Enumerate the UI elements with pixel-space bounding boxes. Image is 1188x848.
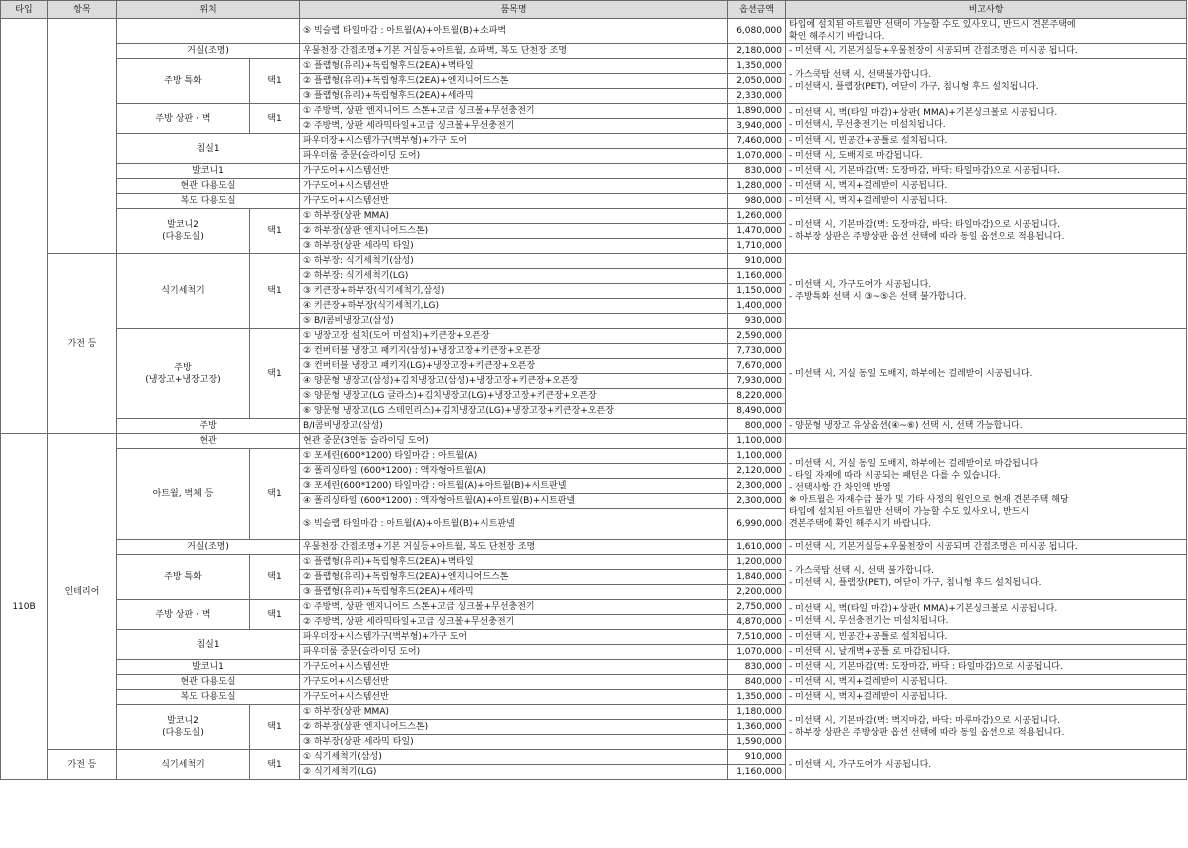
item-name-cell: 가구도어+시스템선반: [300, 164, 728, 179]
location-cell: 주방 상판 · 벽: [117, 104, 250, 134]
price-cell: 1,180,000: [728, 705, 786, 720]
table-row: [1, 329, 1187, 344]
item-name-cell: ② 하부장: 식기세척기(LG): [300, 269, 728, 284]
remark-cell: [786, 434, 1187, 449]
table-row: [1, 660, 1187, 675]
remark-cell: - 미선택 시, 빈공간+공틀로 설치됩니다.: [786, 134, 1187, 149]
remark-cell: [786, 59, 1187, 104]
item-name-cell: ① 하부장(상판 MMA): [300, 209, 728, 224]
table-row: [1, 555, 1187, 570]
location-cell: 발코니2 (다용도실): [117, 705, 250, 750]
selection-cell: 택1: [250, 329, 300, 419]
item-name-cell: 가구도어+시스템선반: [300, 690, 728, 705]
item-name-cell: 파우더장+시스템가구(벽부형)+가구 도어: [300, 134, 728, 149]
location-cell: 주방 특화: [117, 59, 250, 104]
price-cell: 2,180,000: [728, 44, 786, 59]
item-name-cell: ⑥ 양문형 냉장고(LG 스테인리스)+김치냉장고(LG)+냉장고장+키큰장+오픈장: [300, 404, 728, 419]
item-name-cell: ① 식기세척기(삼성): [300, 750, 728, 765]
table-row: [1, 134, 1187, 149]
remark-cell: [786, 329, 1187, 419]
remark-cell: - 미선택 시, 빈공간+공틀로 설치됩니다.: [786, 630, 1187, 645]
price-cell: 2,330,000: [728, 89, 786, 104]
remark-line: - 미선택 시, 벽지+걸레받이 시공됩니다.: [789, 196, 948, 206]
item-name-cell: ② 하부장(상판 엔지니어드스톤): [300, 224, 728, 239]
price-cell: 7,730,000: [728, 344, 786, 359]
item-name-cell: 우물천장 간접조명+기본 거실등+아트월, 복도 단천장 조명: [300, 540, 728, 555]
item-name-cell: ③ 하부장(상판 세라믹 타일): [300, 735, 728, 750]
remark-line: - 미선택 시, 가구도어가 시공됩니다.: [789, 759, 932, 770]
category-cell: 인테리어: [48, 434, 117, 750]
table-row: [1, 750, 1187, 765]
remark-cell: [786, 555, 1187, 600]
table-row: [1, 104, 1187, 119]
location-cell: 식기세척기: [117, 750, 250, 780]
remark-line: - 미선택 시, 무선충전기는 미설치됩니다.: [789, 615, 949, 626]
selection-cell: 택1: [250, 209, 300, 254]
price-cell: 1,280,000: [728, 179, 786, 194]
item-name-cell: 파우더룸 중문(슬라이딩 도어): [300, 149, 728, 164]
location-cell: 주방 특화: [117, 555, 250, 600]
remark-line: - 미선택 시, 벽(타일 마감)+상판( MMA)+기본싱크볼로 시공됩니다.: [789, 603, 1058, 614]
header-location: 위치: [117, 1, 300, 19]
table-row: [1, 675, 1187, 690]
table-row: [1, 690, 1187, 705]
remark-cell: [786, 600, 1187, 630]
item-name-cell: 가구도어+시스템선반: [300, 660, 728, 675]
item-name-cell: ⑤ 빅슬랩 타일마감 : 아트월(A)+아트월(B)+소파벽: [300, 19, 728, 44]
price-cell: 3,940,000: [728, 119, 786, 134]
price-cell: 4,870,000: [728, 615, 786, 630]
price-cell: 1,590,000: [728, 735, 786, 750]
item-name-cell: 파우더장+시스템가구(벽부형)+가구 도어: [300, 630, 728, 645]
item-name-cell: 가구도어+시스템선반: [300, 179, 728, 194]
table-row: [1, 419, 1187, 434]
item-name-cell: ① 하부장: 식기세척기(삼성): [300, 254, 728, 269]
remark-line: - 미선택 시, 기본마감(벽: 도장마감, 바닥 : 타일마감)으로 시공됩니다.: [789, 662, 1063, 672]
price-cell: 2,120,000: [728, 464, 786, 479]
price-cell: 7,670,000: [728, 359, 786, 374]
item-name-cell: ⑤ B/I콤비냉장고(삼성): [300, 314, 728, 329]
location-cell: 아트월, 벽체 등: [117, 449, 250, 540]
remark-cell: - 미선택 시, 날개벽+공틀 로 마감됩니다.: [786, 645, 1187, 660]
table-row: [1, 179, 1187, 194]
item-name-cell: B/I콤비냉장고(삼성): [300, 419, 728, 434]
location-cell: 침실1: [117, 630, 300, 660]
remark-cell: [786, 690, 1187, 705]
item-name-cell: 현관 중문(3연동 슬라이딩 도어): [300, 434, 728, 449]
item-name-cell: ⑤ 빅슬랩 타일마감 : 아트월(A)+아트월(B)+시트판넬: [300, 509, 728, 540]
price-cell: 6,990,000: [728, 509, 786, 540]
remark-cell: [786, 194, 1187, 209]
item-name-cell: ① 냉장고장 설치(도어 미설치)+키큰장+오픈장: [300, 329, 728, 344]
price-cell: 1,260,000: [728, 209, 786, 224]
selection-cell: 택1: [250, 449, 300, 540]
remark-cell: [786, 104, 1187, 134]
remark-line: - 미선택 시, 거실 동일 도배지, 하부에는 걸레받이 시공됩니다.: [789, 368, 1033, 379]
location-cell: 복도 다용도실: [117, 690, 300, 705]
remark-line: - 미선택시, 플랩장(PET), 여닫이 가구, 침니형 후드 설치됩니다.: [789, 82, 1039, 92]
remark-line: 견본주택에 확인 해주시기 바랍니다.: [789, 519, 931, 529]
selection-cell: 택1: [250, 254, 300, 329]
item-name-cell: ① 포세린(600*1200) 타일마감 : 아트월(A): [300, 449, 728, 464]
remark-line: 타입에 설치된 아트월만 선택이 가능할 수도 있사오니, 반드시: [789, 507, 1030, 517]
table-row: [1, 449, 1187, 464]
table-row: [1, 209, 1187, 224]
table-row: [1, 705, 1187, 720]
price-cell: 2,590,000: [728, 329, 786, 344]
remark-cell: [786, 660, 1187, 675]
location-cell: 주방: [117, 419, 300, 434]
price-cell: 1,350,000: [728, 690, 786, 705]
remark-line: - 미선택 시, 가구도어가 시공됩니다.: [789, 280, 932, 290]
remark-line: - 선택사항 간 차인액 반영: [789, 483, 891, 493]
location-cell: 침실1: [117, 134, 300, 164]
remark-line: - 가스쿡탑 선택 시, 선택 불가합니다.: [789, 566, 935, 576]
price-cell: 910,000: [728, 750, 786, 765]
header-row: [1, 1, 1187, 19]
price-cell: 8,490,000: [728, 404, 786, 419]
remark-cell: [786, 44, 1187, 59]
location-cell: 발코니2 (다용도실): [117, 209, 250, 254]
remark-line: 타입에 설치된 아트월만 선택이 가능할 수도 있사오니, 반드시 견본주택에: [789, 20, 1076, 30]
item-name-cell: 가구도어+시스템선반: [300, 675, 728, 690]
table-row: [1, 164, 1187, 179]
item-name-cell: ③ 플랩형(유리)+독립형후드(2EA)+세라믹: [300, 89, 728, 104]
table-row: [1, 434, 1187, 449]
price-cell: 1,100,000: [728, 449, 786, 464]
table-row: [1, 19, 1187, 44]
item-name-cell: ① 주방벽, 상판 엔지니어드 스톤+고급 싱크볼+무선충전기: [300, 600, 728, 615]
item-name-cell: ⑤ 양문형 냉장고(LG 글라스)+김치냉장고(LG)+냉장고장+키큰장+오픈장: [300, 389, 728, 404]
price-cell: 910,000: [728, 254, 786, 269]
remark-line: - 가스쿡탑 선택 시, 선택불가합니다.: [789, 70, 932, 80]
remark-cell: [786, 449, 1187, 540]
type-cell: [1, 19, 48, 434]
price-cell: 7,510,000: [728, 630, 786, 645]
item-name-cell: ③ 키큰장+하부장(식기세척기,삼성): [300, 284, 728, 299]
location-cell: 주방 상판 · 벽: [117, 600, 250, 630]
price-cell: 2,300,000: [728, 479, 786, 494]
item-name-cell: ① 하부장(상판 MMA): [300, 705, 728, 720]
price-cell: 1,160,000: [728, 269, 786, 284]
table-row: [1, 254, 1187, 269]
item-name-cell: ② 식기세척기(LG): [300, 765, 728, 780]
remark-cell: [786, 675, 1187, 690]
remark-line: - 미선택 시, 기본마감(벽: 도장마감, 바닥: 타일마감)으로 시공됩니다.: [789, 166, 1061, 176]
location-cell: 거실(조명): [117, 44, 300, 59]
remark-cell: [786, 419, 1187, 434]
table-row: [1, 540, 1187, 555]
item-name-cell: ② 하부장(상판 엔지니어드스톤): [300, 720, 728, 735]
remark-line: - 미선택 시, 플랩장(PET), 여닫이 가구, 침니형 후드 설치됩니다.: [789, 578, 1042, 588]
remark-line: ※ 아트월은 자재수급 불가 및 기타 사정의 원인으로 현재 견본주택 해당: [789, 495, 1069, 505]
remark-cell: [786, 19, 1187, 44]
price-cell: 2,750,000: [728, 600, 786, 615]
selection-cell: 택1: [250, 750, 300, 780]
item-name-cell: ④ 키큰장+하부장(식기세척기,LG): [300, 299, 728, 314]
table-row: [1, 630, 1187, 645]
header-remarks: 비고사항: [786, 1, 1187, 19]
selection-cell: 택1: [250, 555, 300, 600]
price-cell: 1,840,000: [728, 570, 786, 585]
type-cell: 110B: [1, 434, 48, 780]
remark-line: - 미선택시, 무선충전기는 미설치됩니다.: [789, 119, 946, 130]
price-cell: 2,300,000: [728, 494, 786, 509]
remark-cell: [786, 750, 1187, 780]
price-cell: 1,890,000: [728, 104, 786, 119]
price-cell: 1,070,000: [728, 149, 786, 164]
price-cell: 930,000: [728, 314, 786, 329]
table-row: [1, 59, 1187, 74]
remark-line: - 하부장 상판은 주방상판 옵션 선택에 따라 동일 옵션으로 적용됩니다.: [789, 728, 1065, 738]
item-name-cell: ③ 포세린(600*1200) 타일마감 : 아트월(A)+아트월(B)+시트판넬: [300, 479, 728, 494]
price-cell: 1,200,000: [728, 555, 786, 570]
item-name-cell: ③ 하부장(상판 세라믹 타일): [300, 239, 728, 254]
remark-line: - 주방특화 선택 시 ③~⑤은 선택 불가합니다.: [789, 292, 967, 302]
remark-line: - 미선택 시, 벽지+걸레받이 시공됩니다.: [789, 692, 948, 702]
location-cell: 현관: [117, 434, 300, 449]
table-row: [1, 44, 1187, 59]
item-name-cell: ③ 플랩형(유리)+독립형후드(2EA)+세라믹: [300, 585, 728, 600]
remark-line: - 타일 자재에 따라 시공되는 패턴은 다를 수 있습니다.: [789, 471, 1001, 481]
item-name-cell: ① 주방벽, 상판 엔지니어드 스톤+고급 싱크볼+무선충전기: [300, 104, 728, 119]
price-cell: 6,080,000: [728, 19, 786, 44]
price-cell: 1,100,000: [728, 434, 786, 449]
selection-cell: 택1: [250, 600, 300, 630]
remark-line: - 미선택 시, 벽(타일 마감)+상판( MMA)+기본싱크볼로 시공됩니다.: [789, 107, 1058, 118]
location-cell: 복도 다용도실: [117, 194, 300, 209]
item-name-cell: 가구도어+시스템선반: [300, 194, 728, 209]
price-cell: 7,460,000: [728, 134, 786, 149]
remark-line: 확인 해주시기 바랍니다.: [789, 32, 885, 42]
category-cell: 가전 등: [48, 750, 117, 780]
location-cell: 주방 (냉장고+냉장고장): [117, 329, 250, 419]
remark-cell: [786, 540, 1187, 555]
selection-cell: 택1: [250, 59, 300, 104]
item-name-cell: ② 컨버터블 냉장고 패키지(삼성)+냉장고장+키큰장+오픈장: [300, 344, 728, 359]
item-name-cell: 파우더룸 중문(슬라이딩 도어): [300, 645, 728, 660]
remark-line: - 미선택 시, 벽지+걸레받이 시공됩니다.: [789, 181, 948, 191]
price-cell: 8,220,000: [728, 389, 786, 404]
price-cell: 1,470,000: [728, 224, 786, 239]
remark-line: - 양문형 냉장고 유상옵션(④~⑥) 선택 시, 선택 가능합니다.: [789, 421, 1023, 431]
price-cell: 830,000: [728, 660, 786, 675]
location-cell: 현관 다용도실: [117, 675, 300, 690]
location-cell: [117, 19, 300, 44]
remark-line: - 미선택 시, 벽지+걸레받이 시공됩니다.: [789, 677, 948, 687]
item-name-cell: ③ 컨버터블 냉장고 패키지(LG)+냉장고장+키큰장+오픈장: [300, 359, 728, 374]
remark-cell: [786, 164, 1187, 179]
selection-cell: 택1: [250, 104, 300, 134]
price-cell: 830,000: [728, 164, 786, 179]
remark-cell: [786, 254, 1187, 329]
item-name-cell: ① 플랩형(유리)+독립형후드(2EA)+벽타일: [300, 59, 728, 74]
header-item-name: 품목명: [300, 1, 728, 19]
price-cell: 1,400,000: [728, 299, 786, 314]
remark-cell: [786, 209, 1187, 254]
header-category: 항목: [48, 1, 117, 19]
remark-cell: - 미선택 시, 도배지로 마감됩니다.: [786, 149, 1187, 164]
remark-cell: [786, 179, 1187, 194]
location-cell: 발코니1: [117, 164, 300, 179]
price-cell: 1,610,000: [728, 540, 786, 555]
price-cell: 1,710,000: [728, 239, 786, 254]
price-cell: 1,360,000: [728, 720, 786, 735]
remark-cell: [786, 705, 1187, 750]
item-name-cell: ② 폴리싱타일 (600*1200) : 액자형아트월(A): [300, 464, 728, 479]
location-cell: 식기세척기: [117, 254, 250, 329]
table-body: [1, 19, 1187, 780]
item-name-cell: ④ 양문형 냉장고(삼성)+김치냉장고(삼성)+냉장고장+키큰장+오픈장: [300, 374, 728, 389]
price-cell: 1,150,000: [728, 284, 786, 299]
header-price: 옵션금액: [728, 1, 786, 19]
price-cell: 2,200,000: [728, 585, 786, 600]
table-row: [1, 194, 1187, 209]
item-name-cell: ② 플랩형(유리)+독립형후드(2EA)+엔지니어드스톤: [300, 570, 728, 585]
price-cell: 2,050,000: [728, 74, 786, 89]
item-name-cell: ② 플랩형(유리)+독립형후드(2EA)+엔지니어드스톤: [300, 74, 728, 89]
remark-line: - 미선택 시, 기본거실등+우물천장이 시공되며 간접조명은 미시공 됩니다.: [789, 46, 1078, 56]
price-cell: 7,930,000: [728, 374, 786, 389]
table-row: [1, 600, 1187, 615]
price-cell: 1,160,000: [728, 765, 786, 780]
category-cell: 가전 등: [48, 254, 117, 434]
remark-line: - 미선택 시, 기본마감(벽: 도장마감, 바닥: 타일마감)으로 시공됩니다.: [789, 220, 1061, 230]
remark-line: - 하부장 상판은 주방상판 옵션 선택에 따라 동일 옵션으로 적용됩니다.: [789, 232, 1065, 242]
header-type: 타입: [1, 1, 48, 19]
remark-line: - 미선택 시, 기본마감(벽: 벽지마감, 바닥: 마루마감)으로 시공됩니다.: [789, 716, 1061, 726]
price-cell: 800,000: [728, 419, 786, 434]
price-cell: 1,070,000: [728, 645, 786, 660]
location-cell: 현관 다용도실: [117, 179, 300, 194]
item-name-cell: ① 플랩형(유리)+독립형후드(2EA)+벽타일: [300, 555, 728, 570]
item-name-cell: ② 주방벽, 상판 세라믹타일+고급 싱크볼+무선충전기: [300, 119, 728, 134]
price-cell: 1,350,000: [728, 59, 786, 74]
price-cell: 980,000: [728, 194, 786, 209]
item-name-cell: ② 주방벽, 상판 세라믹타일+고급 싱크볼+무선충전기: [300, 615, 728, 630]
selection-cell: 택1: [250, 705, 300, 750]
category-cell: [48, 19, 117, 254]
item-name-cell: ④ 폴리싱타일 (600*1200) : 액자형아트월(A)+아트월(B)+시트판넬: [300, 494, 728, 509]
remark-line: - 미선택 시, 거실 동일 도배지, 하부에는 걸레받이로 마감됩니다: [789, 459, 1039, 469]
item-name-cell: 우물천장 간접조명+기본 거실등+아트월, 쇼파벽, 복도 단천장 조명: [300, 44, 728, 59]
remark-line: - 미선택 시, 기본거실등+우물천장이 시공되며 간접조명은 미시공 됩니다.: [789, 542, 1078, 552]
location-cell: 거실(조명): [117, 540, 300, 555]
location-cell: 발코니1: [117, 660, 300, 675]
price-cell: 840,000: [728, 675, 786, 690]
